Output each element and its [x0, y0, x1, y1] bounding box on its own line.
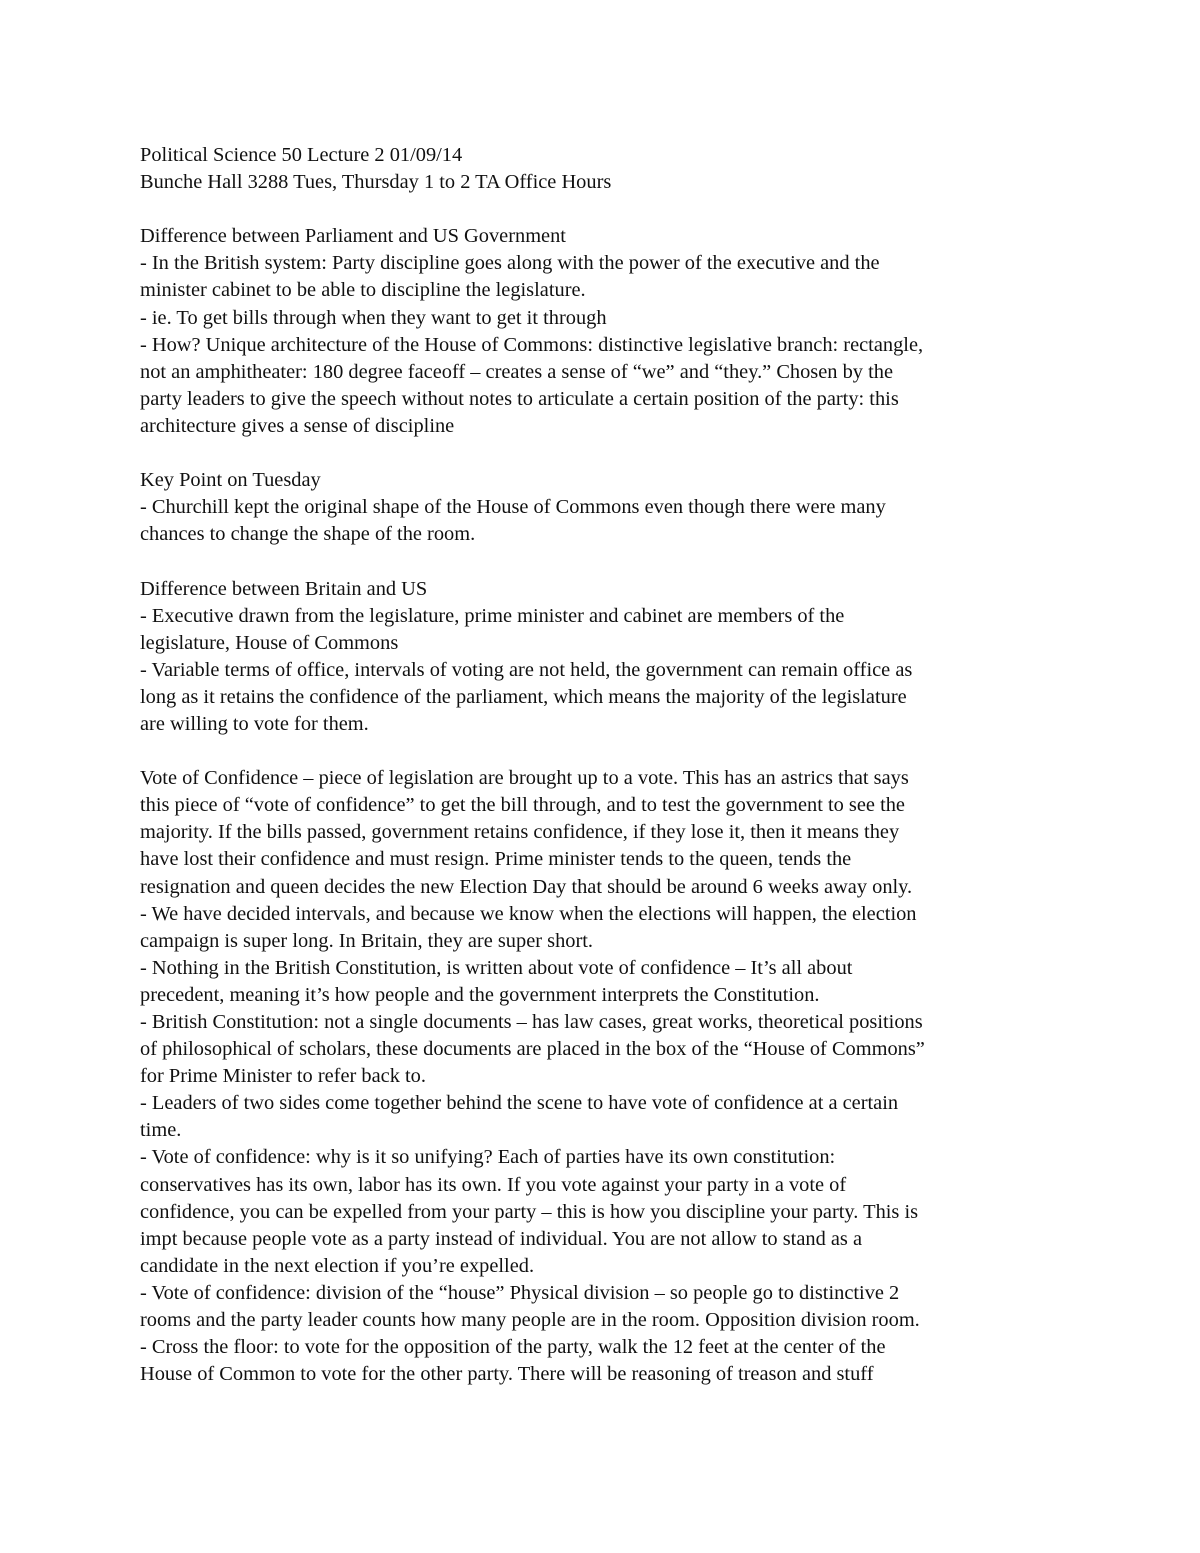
blank-line	[140, 548, 1060, 575]
text-line: - Leaders of two sides come together behind the scene to have vote of confidence at a certain	[140, 1092, 899, 1115]
text-line: resignation and queen decides the new Election Day that should be around 6 weeks away only.	[140, 875, 913, 898]
text-line: are willing to vote for them.	[140, 712, 369, 735]
text-line: candidate in the next election if you’re expelled.	[140, 1254, 535, 1277]
text-line: impt because people vote as a party instead of individual. You are not allow to stand as a	[140, 1227, 862, 1250]
text-line: long as it retains the confidence of the parliament, which means the majority of the legislature	[140, 685, 907, 708]
text-line: not an amphitheater: 180 degree faceoff – creates a sense of “we” and “they.” Chosen by the	[140, 360, 893, 383]
text-line: architecture gives a sense of discipline	[140, 414, 455, 437]
text-line: - Vote of confidence: why is it so unifying? Each of parties have its own constitution:	[140, 1146, 836, 1169]
text-line: time.	[140, 1119, 182, 1142]
text-line: - Cross the floor: to vote for the opposition of the party, walk the 12 feet at the center of the	[140, 1336, 886, 1359]
text-line: majority. If the bills passed, government retains confidence, if they lose it, then it means they	[140, 821, 900, 844]
section-heading: Difference between Britain and US	[140, 577, 428, 600]
text-line: - Executive drawn from the legislature, prime minister and cabinet are members of the	[140, 604, 845, 627]
text-line: party leaders to give the speech without notes to articulate a certain position of the party: this	[140, 387, 899, 410]
text-line: - British Constitution: not a single documents – has law cases, great works, theoretical positions	[140, 1011, 923, 1033]
text-line: have lost their confidence and must resign. Prime minister tends to the queen, tends the	[140, 848, 852, 871]
text-line: legislature, House of Commons	[140, 631, 399, 654]
document-body	[140, 142, 1060, 1388]
blank-line	[140, 196, 1060, 223]
text-line: - How? Unique architecture of the House of Commons: distinctive legislative branch: rectangle,	[140, 333, 924, 356]
text-line: - Churchill kept the original shape of the House of Commons even though there were many	[140, 496, 886, 519]
text-line: chances to change the shape of the room.	[140, 523, 476, 546]
text-line: - Variable terms of office, intervals of voting are not held, the government can remain office as	[140, 658, 913, 681]
text-line: rooms and the party leader counts how many people are in the room. Opposition division room.	[140, 1309, 920, 1332]
lecture-title: Political Science 50 Lecture 2 01/09/14	[140, 144, 463, 166]
text-line: - In the British system: Party discipline goes along with the power of the executive and the	[140, 252, 880, 275]
blank-line	[140, 738, 1060, 765]
text-line: Vote of Confidence – piece of legislation are brought up to a vote. This has an astrics that says	[140, 767, 909, 790]
text-line: for Prime Minister to refer back to.	[140, 1065, 426, 1088]
text-line: House of Common to vote for the other party. There will be reasoning of treason and stuff	[140, 1363, 874, 1386]
text-line: confidence, you can be expelled from your party – this is how you discipline your party. This is	[140, 1200, 919, 1223]
section-heading: Difference between Parliament and US Government	[140, 225, 566, 248]
text-line: this piece of “vote of confidence” to get the bill through, and to test the government to see the	[140, 794, 905, 817]
text-line: - ie. To get bills through when they want to get it through	[140, 306, 607, 329]
text-line: conservatives has its own, labor has its own. If you vote against your party in a vote of	[140, 1173, 847, 1196]
text-line: - Nothing in the British Constitution, is written about vote of confidence – It’s all about	[140, 956, 853, 979]
text-line: - We have decided intervals, and because we know when the elections will happen, the election	[140, 902, 917, 925]
text-line: campaign is super long. In Britain, they are super short.	[140, 929, 594, 952]
text-line: precedent, meaning it’s how people and the government interprets the Constitution.	[140, 983, 820, 1006]
text-line: - Vote of confidence: division of the “house” Physical division – so people go to distinctive 2	[140, 1281, 900, 1304]
blank-line	[140, 440, 1060, 467]
text-line: minister cabinet to be able to discipline the legislature.	[140, 279, 586, 302]
office-hours: Bunche Hall 3288 Tues, Thursday 1 to 2 TA Office Hours	[140, 171, 612, 194]
text-line: of philosophical of scholars, these documents are placed in the box of the “House of Commons”	[140, 1038, 925, 1061]
section-heading: Key Point on Tuesday	[140, 469, 321, 492]
